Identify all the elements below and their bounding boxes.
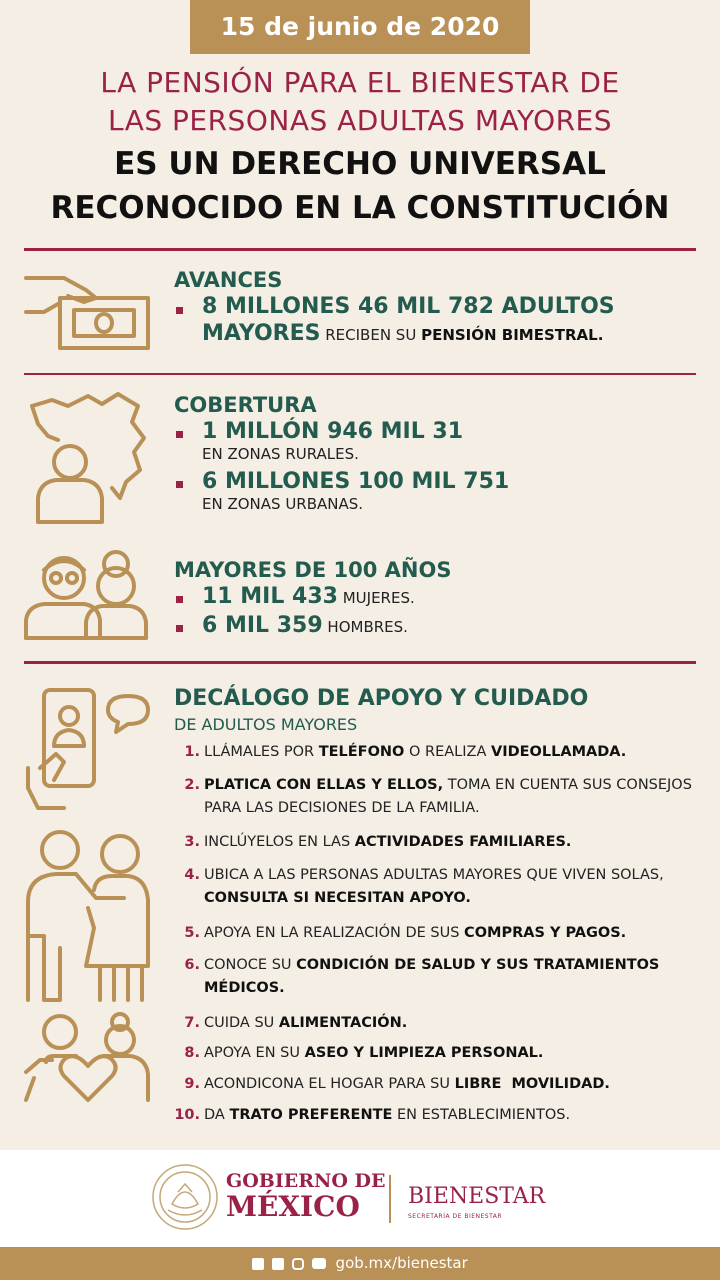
item-text: LLÁMALES POR TELÉFONO O REALIZA VIDEOLLAMADA. (204, 744, 627, 760)
phone-chat-icon (24, 688, 152, 812)
item-text: PLATICA CON ELLAS Y ELLOS, TOMA EN CUENTA SUS CONSEJOS PARA LAS DECISIONES DE LA FAMILIA. (204, 777, 692, 816)
decalogo-item-8 (174, 1042, 704, 1066)
instagram-icon[interactable] (292, 1258, 304, 1270)
item-number: 7. (184, 1015, 200, 1031)
mexico-label: MÉXICO (226, 1190, 360, 1223)
cobertura-title: COBERTURA (174, 393, 317, 417)
decalogo-title: DECÁLOGO DE APOYO Y CUIDADO (174, 686, 589, 711)
twitter-icon[interactable] (272, 1258, 284, 1270)
decalogo-item-9 (174, 1073, 704, 1097)
decalogo-item-5 (174, 922, 704, 946)
item-text: ACONDICONA EL HOGAR PARA SU LIBRE MOVILIDAD. (204, 1076, 610, 1092)
bullet (176, 307, 183, 314)
website-link[interactable]: gob.mx/bienestar (335, 1254, 468, 1272)
decalogo-item-4 (174, 864, 704, 912)
social-bar (0, 1247, 720, 1280)
avances-item (174, 294, 704, 346)
coat-of-arms-seal (150, 1162, 220, 1232)
bullet (176, 625, 183, 632)
mayores-section (174, 558, 704, 638)
decalogo-header (174, 686, 704, 734)
item-text: CONOCE SU CONDICIÓN DE SALUD Y SUS TRATAMIENTOS MÉDICOS. (204, 957, 660, 996)
decalogo-subtitle: DE ADULTOS MAYORES (174, 715, 358, 734)
item-number: 6. (184, 957, 200, 973)
cobertura-item-urban (174, 469, 704, 513)
family-embrace-icon (24, 828, 152, 1004)
title-line-3: ES UN DERECHO UNIVERSAL (114, 146, 606, 182)
rural-label: EN ZONAS RURALES. (202, 445, 359, 463)
footer (0, 1150, 720, 1247)
title-line-2: LAS PERSONAS ADULTAS MAYORES (107, 104, 613, 137)
item-number: 2. (184, 777, 200, 793)
mayores-item-mujeres (174, 584, 704, 609)
avances-number: 8 MILLONES 46 MIL 782 ADULTOS (202, 294, 615, 319)
elderly-couple-icon (24, 544, 150, 642)
item-number: 9. (184, 1076, 200, 1092)
hombres-label: HOMBRES. (322, 618, 408, 636)
cobertura-section (174, 393, 704, 513)
item-text: INCLÚYELOS EN LAS ACTIVIDADES FAMILIARES. (204, 834, 572, 850)
gobierno-label: GOBIERNO DE (226, 1170, 386, 1192)
mujeres-label: MUJERES. (337, 589, 415, 607)
hombres-number: 6 MIL 359 (202, 613, 323, 638)
divider (24, 373, 696, 375)
divider (24, 248, 696, 251)
map-person-icon (28, 392, 150, 526)
footer-separator (389, 1175, 391, 1223)
decalogo-item-10 (174, 1104, 704, 1128)
item-number: 4. (184, 867, 200, 883)
mayores-item-hombres (174, 613, 704, 638)
title-line-1: LA PENSIÓN PARA EL BIENESTAR DE (100, 66, 620, 99)
facebook-icon[interactable] (252, 1258, 264, 1270)
mayores-title: MAYORES DE 100 AÑOS (174, 558, 452, 582)
cobertura-item-rural (174, 419, 704, 463)
avances-number-2: MAYORES (202, 321, 321, 346)
decalogo-item-3 (174, 831, 704, 855)
mujeres-number: 11 MIL 433 (202, 584, 338, 609)
hand-money-icon (24, 268, 152, 354)
decalogo-item-7 (174, 1012, 704, 1036)
item-text: APOYA EN LA REALIZACIÓN DE SUS COMPRAS Y PAGOS. (204, 925, 627, 941)
bienestar-sub: SECRETARÍA DE BIENESTAR (408, 1213, 503, 1220)
item-number: 8. (184, 1045, 200, 1061)
bullet (176, 431, 183, 438)
heart-couple-icon (24, 1012, 152, 1104)
youtube-icon[interactable] (312, 1258, 326, 1269)
item-text: CUIDA SU ALIMENTACIÓN. (204, 1015, 408, 1031)
item-text: UBICA A LAS PERSONAS ADULTAS MAYORES QUE VIVEN SOLAS, CONSULTA SI NECESITAN APOYO. (204, 867, 664, 906)
urban-number: 6 MILLONES 100 MIL 751 (202, 469, 510, 494)
decalogo-item-6 (174, 954, 704, 1002)
avances-text-bold: PENSIÓN BIMESTRAL. (421, 326, 604, 344)
bullet (176, 596, 183, 603)
divider (24, 661, 696, 664)
decalogo-item-1 (174, 741, 704, 765)
decalogo-item-2 (174, 774, 704, 822)
title-line-4: RECONOCIDO EN LA CONSTITUCIÓN (50, 190, 670, 226)
bullet (176, 481, 183, 488)
item-number: 5. (184, 925, 200, 941)
avances-section (174, 268, 704, 346)
date-banner: 15 de junio de 2020 (190, 0, 530, 54)
item-text: DA TRATO PREFERENTE EN ESTABLECIMIENTOS. (204, 1107, 571, 1123)
bienestar-label: BIENESTAR (408, 1184, 546, 1209)
item-text: APOYA EN SU ASEO Y LIMPIEZA PERSONAL. (204, 1045, 544, 1061)
item-number: 1. (184, 744, 200, 760)
avances-title: AVANCES (174, 268, 283, 292)
rural-number: 1 MILLÓN 946 MIL 31 (202, 419, 464, 444)
item-number: 3. (184, 834, 200, 850)
urban-label: EN ZONAS URBANAS. (202, 495, 364, 513)
item-number: 10. (174, 1107, 200, 1123)
avances-text: RECIBEN SU (320, 326, 422, 344)
